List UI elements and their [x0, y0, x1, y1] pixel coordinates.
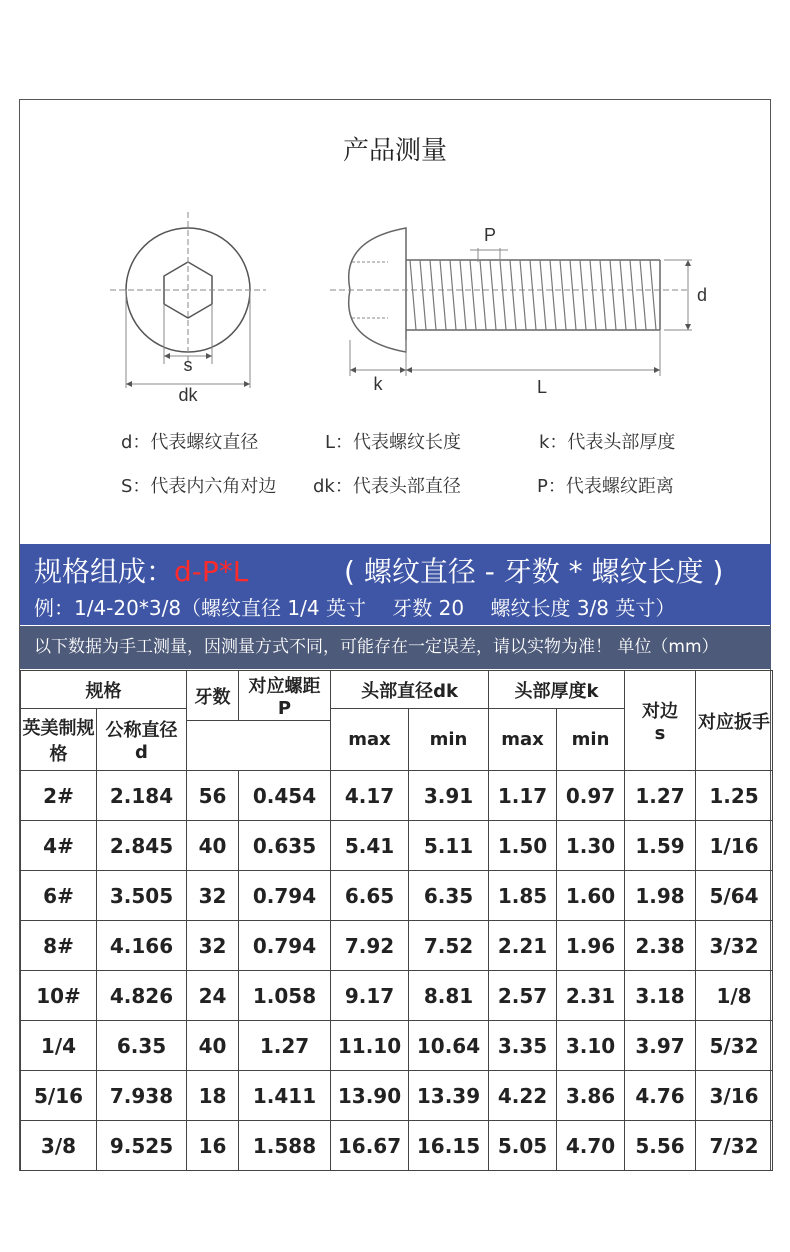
table-cell: 10.64	[409, 1021, 489, 1071]
legend-k: k：代表头部厚度	[539, 432, 676, 453]
table-cell: 18	[187, 1071, 239, 1121]
thread-line	[610, 260, 616, 330]
table-cell: 8#	[21, 921, 97, 971]
table-cell: 7.938	[97, 1071, 187, 1121]
spec-example: 例：1/4-20*3/8（螺纹直径 1/4 英寸 牙数 20 螺纹长度 3/8 英寸）	[34, 596, 676, 620]
thread-line	[520, 260, 526, 330]
thread-line	[650, 260, 656, 330]
table-cell: 0.794	[239, 871, 331, 921]
thread-line	[540, 260, 546, 330]
header-head-dia: 头部直径dk	[331, 671, 489, 709]
table-cell: 5.05	[489, 1121, 557, 1171]
table-cell: 13.90	[331, 1071, 409, 1121]
table-cell: 1.17	[489, 771, 557, 821]
table-cell: 1.411	[239, 1071, 331, 1121]
thread-line	[550, 260, 556, 330]
table-row	[21, 971, 773, 1021]
table-cell: 9.17	[331, 971, 409, 1021]
thread-line	[450, 260, 456, 330]
table-cell: 5/64	[696, 871, 773, 921]
table-row	[21, 1071, 773, 1121]
table-cell: 6.65	[331, 871, 409, 921]
l-label: L	[536, 377, 548, 397]
table-cell: 4.76	[625, 1071, 696, 1121]
table-cell: 4.826	[97, 971, 187, 1021]
table-row	[21, 921, 773, 971]
table-cell: 16	[187, 1121, 239, 1171]
table-cell: 3/32	[696, 921, 773, 971]
table-cell: 7.52	[409, 921, 489, 971]
table-cell: 5.41	[331, 821, 409, 871]
thread-line	[500, 260, 506, 330]
legend-s: S：代表内六角对边	[121, 476, 277, 497]
header-wrench: 对应扳手	[696, 671, 773, 771]
table-cell: 4.70	[557, 1121, 625, 1171]
table-cell: 1.85	[489, 871, 557, 921]
table-cell: 8.81	[409, 971, 489, 1021]
page-title: 产品测量	[342, 136, 447, 166]
table-cell: 1/16	[696, 821, 773, 871]
table-cell: 13.39	[409, 1071, 489, 1121]
header-pitch: 对应螺距 P	[239, 671, 331, 721]
table-cell: 1.27	[239, 1021, 331, 1071]
thread-line	[530, 260, 536, 330]
thread-line	[460, 260, 466, 330]
legend-d: d：代表螺纹直径	[121, 432, 259, 453]
table-cell: 0.635	[239, 821, 331, 871]
thread-line	[580, 260, 586, 330]
thread-line	[490, 260, 496, 330]
table-cell: 3.86	[557, 1071, 625, 1121]
table-cell: 1.59	[625, 821, 696, 871]
thread-line	[420, 260, 426, 330]
table-cell: 32	[187, 921, 239, 971]
table-cell: 0.794	[239, 921, 331, 971]
table-cell: 9.525	[97, 1121, 187, 1171]
thread-line	[620, 260, 626, 330]
table-cell: 3.505	[97, 871, 187, 921]
table-cell: 1/4	[21, 1021, 97, 1071]
table-cell: 6.35	[97, 1021, 187, 1071]
table-cell: 2.38	[625, 921, 696, 971]
spec-formula: d-P*L	[174, 555, 249, 588]
table-cell: 1.60	[557, 871, 625, 921]
table-cell: 5.11	[409, 821, 489, 871]
table-cell: 3/16	[696, 1071, 773, 1121]
table-cell: 2.184	[97, 771, 187, 821]
header-nominal: 公称直径 d	[97, 709, 187, 771]
table-cell: 16.67	[331, 1121, 409, 1171]
table-cell: 1.25	[696, 771, 773, 821]
table-cell: 3.35	[489, 1021, 557, 1071]
thread-line	[600, 260, 606, 330]
table-cell: 0.454	[239, 771, 331, 821]
table-cell: 3/8	[21, 1121, 97, 1171]
table-cell: 10#	[21, 971, 97, 1021]
table-cell: 1.30	[557, 821, 625, 871]
table-cell: 1.27	[625, 771, 696, 821]
table-cell: 5.56	[625, 1121, 696, 1171]
table-cell: 2#	[21, 771, 97, 821]
table-cell: 6#	[21, 871, 97, 921]
table-cell: 4.22	[489, 1071, 557, 1121]
thread-line	[430, 260, 436, 330]
table-cell: 3.10	[557, 1021, 625, 1071]
header-head-thk: 头部厚度k	[489, 671, 625, 709]
table-cell: 3.91	[409, 771, 489, 821]
table-cell: 4.166	[97, 921, 187, 971]
table-cell: 1.588	[239, 1121, 331, 1171]
legend-p: P：代表螺纹距离	[537, 476, 674, 497]
table-cell: 6.35	[409, 871, 489, 921]
table-cell: 1/8	[696, 971, 773, 1021]
table-cell: 24	[187, 971, 239, 1021]
table-cell: 4#	[21, 821, 97, 871]
table-cell: 1.058	[239, 971, 331, 1021]
table-cell: 2.845	[97, 821, 187, 871]
spec-table	[20, 670, 773, 1171]
thread-line	[480, 260, 486, 330]
table-cell: 40	[187, 1021, 239, 1071]
table-cell: 0.97	[557, 771, 625, 821]
table-row	[21, 1021, 773, 1071]
k-label: k	[373, 374, 383, 394]
table-row	[21, 771, 773, 821]
table-cell: 2.57	[489, 971, 557, 1021]
table-row	[21, 821, 773, 871]
screw-diagram	[0, 0, 790, 420]
header-across: 对边 s	[625, 671, 696, 771]
table-cell: 1.50	[489, 821, 557, 871]
spec-format-label: 规格组成：	[34, 555, 175, 588]
dk-label: dk	[178, 385, 198, 405]
table-cell: 2.31	[557, 971, 625, 1021]
spec-formula-desc: ( 螺纹直径 - 牙数 * 螺纹长度 )	[344, 555, 724, 588]
table-cell: 3.97	[625, 1021, 696, 1071]
header-imperial: 英美制规格	[21, 709, 97, 771]
d-label: d	[696, 285, 708, 305]
thread-line	[440, 260, 446, 330]
thread-line	[410, 260, 416, 330]
spec-format-line	[34, 550, 724, 590]
thread-line	[590, 260, 596, 330]
table-row	[21, 871, 773, 921]
table-cell: 5/16	[21, 1071, 97, 1121]
p-label: P	[483, 225, 497, 245]
header-min-k: min	[557, 709, 625, 771]
table-cell: 4.17	[331, 771, 409, 821]
thread-line	[510, 260, 516, 330]
table-cell: 7/32	[696, 1121, 773, 1171]
thread-line	[630, 260, 636, 330]
thread-line	[640, 260, 646, 330]
table-cell: 3.18	[625, 971, 696, 1021]
thread-line	[570, 260, 576, 330]
header-min: min	[409, 709, 489, 771]
table-cell: 5/32	[696, 1021, 773, 1071]
thread-line	[560, 260, 566, 330]
header-spec: 规格	[21, 671, 187, 709]
table-cell: 40	[187, 821, 239, 871]
header-tpi: 牙数	[187, 671, 239, 721]
table-cell: 1.96	[557, 921, 625, 971]
s-label: s	[183, 355, 193, 375]
table-row	[21, 1121, 773, 1171]
table-cell: 32	[187, 871, 239, 921]
table-cell: 16.15	[409, 1121, 489, 1171]
table-cell: 1.98	[625, 871, 696, 921]
header-max: max	[331, 709, 409, 771]
measurement-note: 以下数据为手工测量，因测量方式不同，可能存在一定误差，请以实物为准！ 单位（mm）	[20, 626, 771, 669]
legend-l: L：代表螺纹长度	[325, 432, 462, 453]
table-cell: 2.21	[489, 921, 557, 971]
legend-dk: dk：代表头部直径	[313, 476, 461, 497]
header-max-k: max	[489, 709, 557, 771]
spec-format-banner	[20, 544, 771, 625]
table-cell: 11.10	[331, 1021, 409, 1071]
table-cell: 7.92	[331, 921, 409, 971]
table-cell: 56	[187, 771, 239, 821]
thread-line	[470, 260, 476, 330]
